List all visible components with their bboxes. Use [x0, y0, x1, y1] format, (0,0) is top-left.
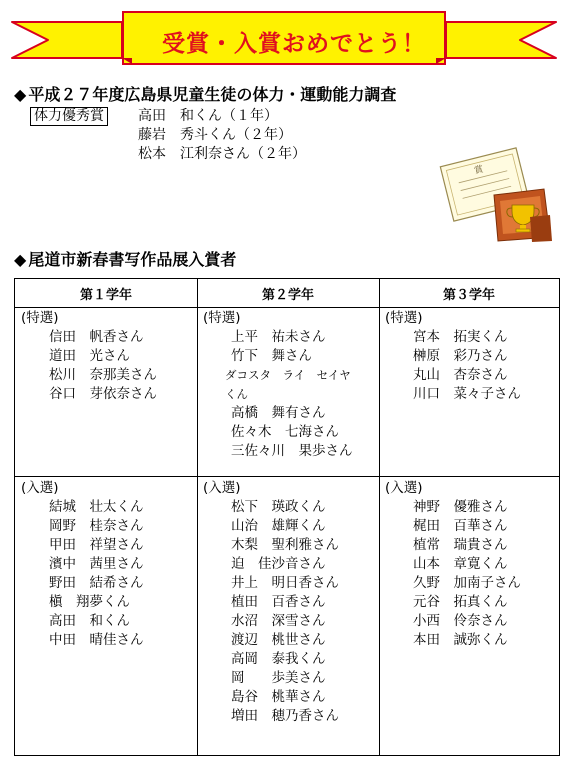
- list-item: 梶田 百華さん: [413, 518, 508, 534]
- list-item: 道田 光さん: [49, 348, 130, 364]
- list-item: 元谷 拓真くん: [413, 594, 508, 610]
- list-item: 松下 瑛政くん: [231, 499, 326, 515]
- winner-line: 松本 江利奈さん（２年）: [138, 146, 306, 162]
- name-list: [413, 328, 521, 404]
- diamond-icon: ◆: [14, 85, 27, 104]
- table-cell: [383, 309, 521, 404]
- list-item: 谷口 芽依奈さん: [49, 386, 157, 402]
- section1-heading: [14, 82, 396, 105]
- section2-heading: [14, 247, 236, 270]
- list-item: 迫 佳沙音さん: [231, 556, 326, 572]
- table-cell: [19, 309, 157, 404]
- list-item: 佐々木 七海さん: [231, 424, 339, 440]
- list-item: 信田 帆香さん: [49, 329, 144, 345]
- category-label: (入選): [21, 480, 59, 496]
- list-item: 岡 歩美さん: [231, 670, 326, 686]
- list-item: 高岡 泰我くん: [231, 651, 326, 667]
- award-label: 体力優秀賞: [30, 107, 108, 126]
- column-divider: [379, 279, 380, 755]
- svg-text:賞: 賞: [473, 164, 485, 177]
- award-table: [14, 278, 560, 756]
- list-item: 植田 百香さん: [231, 594, 326, 610]
- list-item: 山治 雄輝くん: [231, 518, 326, 534]
- row-divider: [15, 476, 559, 477]
- list-item: 榊原 彩乃さん: [413, 348, 508, 364]
- list-item: 島谷 桃華さん: [231, 689, 326, 705]
- list-item: 小西 伶奈さん: [413, 613, 508, 629]
- category-label: (入選): [203, 480, 241, 496]
- list-item: 中田 晴佳さん: [49, 632, 144, 648]
- trophy-icon: [438, 145, 558, 245]
- diamond-icon: ◆: [14, 250, 27, 269]
- column-divider: [197, 279, 198, 755]
- column-header: 第２学年: [261, 287, 314, 303]
- list-item: 植常 瑞貴さん: [413, 537, 508, 553]
- list-item: 高橋 舞有さん: [231, 405, 326, 421]
- list-item: 川口 菜々子さん: [413, 386, 521, 402]
- list-item: 三佐々川 果歩さん: [231, 443, 353, 459]
- category-label: (入選): [385, 480, 423, 496]
- list-item: 丸山 杏奈さん: [413, 367, 508, 383]
- list-item: 本田 誠弥くん: [413, 632, 508, 648]
- list-item: 山本 章寛くん: [413, 556, 508, 572]
- list-item: 宮本 拓実くん: [413, 329, 508, 345]
- column-header: 第１学年: [79, 287, 132, 303]
- table-cell: [201, 309, 353, 461]
- name-list: [49, 328, 157, 404]
- list-item: 濱中 茜里さん: [49, 556, 144, 572]
- column-header: 第３学年: [442, 287, 495, 303]
- row-divider: [15, 307, 559, 308]
- list-item: 水沼 深雪さん: [231, 613, 326, 629]
- list-item: くん: [225, 387, 248, 401]
- section1-heading-text: 平成２７年度広島県児童生徒の体力・運動能力調査: [28, 85, 397, 104]
- category-label: (特選): [21, 310, 59, 326]
- list-item: 槇 翔夢くん: [49, 594, 130, 610]
- list-item: 木梨 聖利雅さん: [231, 537, 339, 553]
- list-item: 高田 和くん: [49, 613, 130, 629]
- list-item: 渡辺 桃世さん: [231, 632, 326, 648]
- congrats-banner: [10, 8, 558, 72]
- list-item: 岡野 桂奈さん: [49, 518, 144, 534]
- banner-title: 受賞・入賞おめでとう！: [162, 30, 426, 57]
- name-list: [231, 498, 339, 726]
- list-item: 竹下 舞さん: [231, 348, 312, 364]
- list-item: 上平 祐未さん: [231, 329, 326, 345]
- table-cell: [383, 479, 521, 650]
- name-list: [49, 498, 144, 650]
- winner-line: 高田 和くん（１年）: [138, 108, 278, 124]
- list-item: 神野 優雅さん: [413, 499, 508, 515]
- table-cell: [19, 479, 144, 650]
- list-item: 甲田 祥望さん: [49, 537, 144, 553]
- list-item: 久野 加南子さん: [413, 575, 521, 591]
- list-item: 井上 明日香さん: [231, 575, 339, 591]
- table-cell: [201, 479, 339, 726]
- name-list: [225, 328, 353, 461]
- winner-line: 藤岩 秀斗くん（２年）: [138, 127, 292, 143]
- list-item: ダコスタ ライ セイヤ: [225, 368, 351, 382]
- list-item: 野田 結希さん: [49, 575, 144, 591]
- list-item: 増田 穂乃香さん: [231, 708, 339, 724]
- name-list: [413, 498, 521, 650]
- list-item: 結城 壮太くん: [49, 499, 144, 515]
- section2-heading-text: 尾道市新春書写作品展入賞者: [28, 250, 237, 269]
- category-label: (特選): [385, 310, 423, 326]
- list-item: 松川 奈那美さん: [49, 367, 157, 383]
- category-label: (特選): [203, 310, 241, 326]
